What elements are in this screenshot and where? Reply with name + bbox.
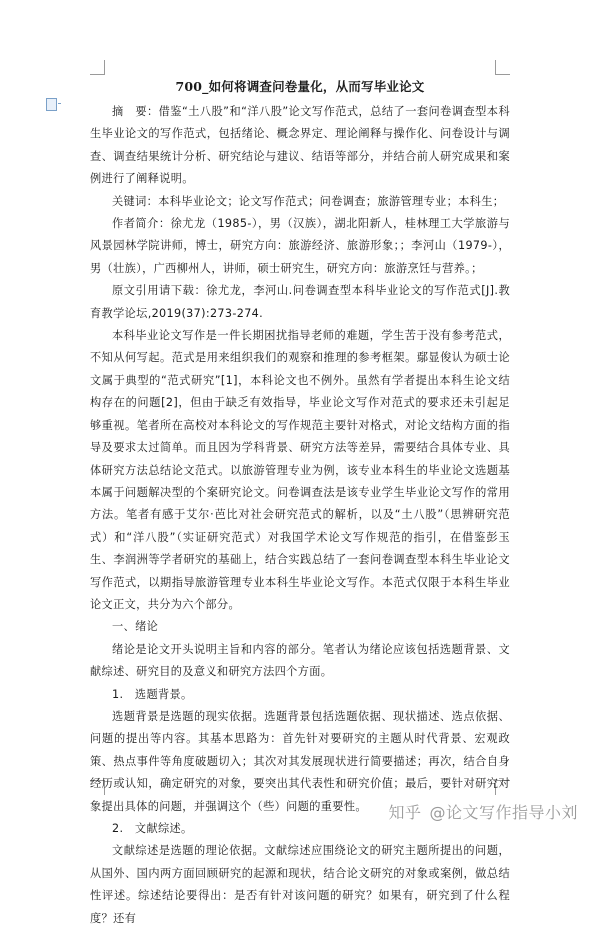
citation-paragraph: 原文引用请下载：徐尤龙，李河山.问卷调查型本科毕业论文的写作范式[J].教育教学论坛,2019(37):273-274. — [90, 284, 510, 320]
author-info-paragraph: 作者简介：徐尤龙（1985-），男（汉族），湖北阳新人，桂林理工大学旅游与风景园林学院讲师，博士，研究方向：旅游经济、旅游形象；；李河山（1979-），男（壮族），广西柳州人，讲师，硕士研究生，研究方向：旅游烹饪与营养。； — [90, 217, 510, 275]
abstract-paragraph: 摘 要：借鉴“土八股”和“洋八股”论文写作范式，总结了一套问卷调查型本科生毕业论文的写作范式，包括绪论、概念界定、理论阐释与操作化、问卷设计与调查、调查结果统计分析、研究结论与建议、结语等部分，并结合前人研究成果和案例进行了阐释说明。 — [90, 105, 510, 186]
watermark — [388, 800, 578, 823]
watermark-author: @论文写作指导小刘 — [429, 803, 578, 822]
document-anchor-icon — [46, 98, 57, 111]
subheading-literature-review: 2. 文献综述。 — [112, 822, 193, 835]
crop-mark-top-left — [90, 60, 105, 75]
background-paragraph: 选题背景是选题的现实依据。选题背景包括选题依据、现状描述、选点依据、问题的提出等内容。其基本思路为：首先针对要研究的主题从时代背景、宏观政策、热点事件等角度破题切入；其次对其发展现状进行简要描述；再次，结合自身经历或认知，确定研究的对象，要突出其代表性和研究价值；最后，要针对研究对象提出具体的问题，并强调这个（些）问题的重要性。 — [90, 709, 510, 813]
watermark-site: 知乎 — [388, 803, 422, 822]
intro-paragraph: 本科毕业论文写作是一件长期困扰指导老师的难题，学生苦于没有参考范式，不知从何写起。范式是用来组织我们的观察和推理的参考框架。鄢显俊认为硕士论文属于典型的“范式研究”[1]，本科论文也不例外。虽然有学者提出本科生论文结构存在的问题[2]，但由于缺乏有效指导，毕业论文写作对范式的要求还未引起足够重视。笔者所在高校对本科论文的写作规范主要针对格式，对论文结构方面的指导及要求太过简单。而且因为学科背景、研究方法等差异，需要结合具体专业、具体研究方法总结论文范式。以旅游管理专业为例，该专业本科生的毕业论文选题基本属于问题解决型的个案研究论文。问卷调查法是该专业学生毕业论文写作的常用方法。笔者有感于艾尔·芭比对社会研究范式的解析，以及“土八股”（思辨研究范式）和“洋八股”（实证研究范式）对我国学术论文写作规范的指引，在借鉴彭玉生、李润洲等学者研究的基础上，结合实践总结了一套问卷调查型本科生毕业论文写作范式，以期指导旅游管理专业本科生毕业论文写作。本范式仅限于本科生毕业论文正文，共分为六个部分。 — [90, 329, 510, 611]
crop-mark-top-right — [495, 60, 510, 75]
introduction-paragraph: 绪论是论文开头说明主旨和内容的部分。笔者认为绪论应该包括选题背景、文献综述、研究目的及意义和研究方法四个方面。 — [90, 642, 510, 679]
document-title: 700_如何将调查问卷量化，从而写毕业论文 — [175, 79, 425, 94]
keywords-paragraph: 关键词：本科毕业论文；论文写作范式；问卷调查；旅游管理专业；本科生； — [112, 194, 505, 208]
literature-review-paragraph: 文献综述是选题的理论依据。文献综述应围绕论文的研究主题所提出的问题，从国外、国内两方面回顾研究的起源和现状，结合论文研究的对象或案例，做总结性评述。综述结论要得出：是否有针对该问题的研究？如果有，研究到了什么程度？还有 — [90, 844, 510, 925]
section-heading-introduction: 一、绪论 — [112, 620, 159, 634]
subheading-background: 1. 选题背景。 — [112, 687, 193, 701]
